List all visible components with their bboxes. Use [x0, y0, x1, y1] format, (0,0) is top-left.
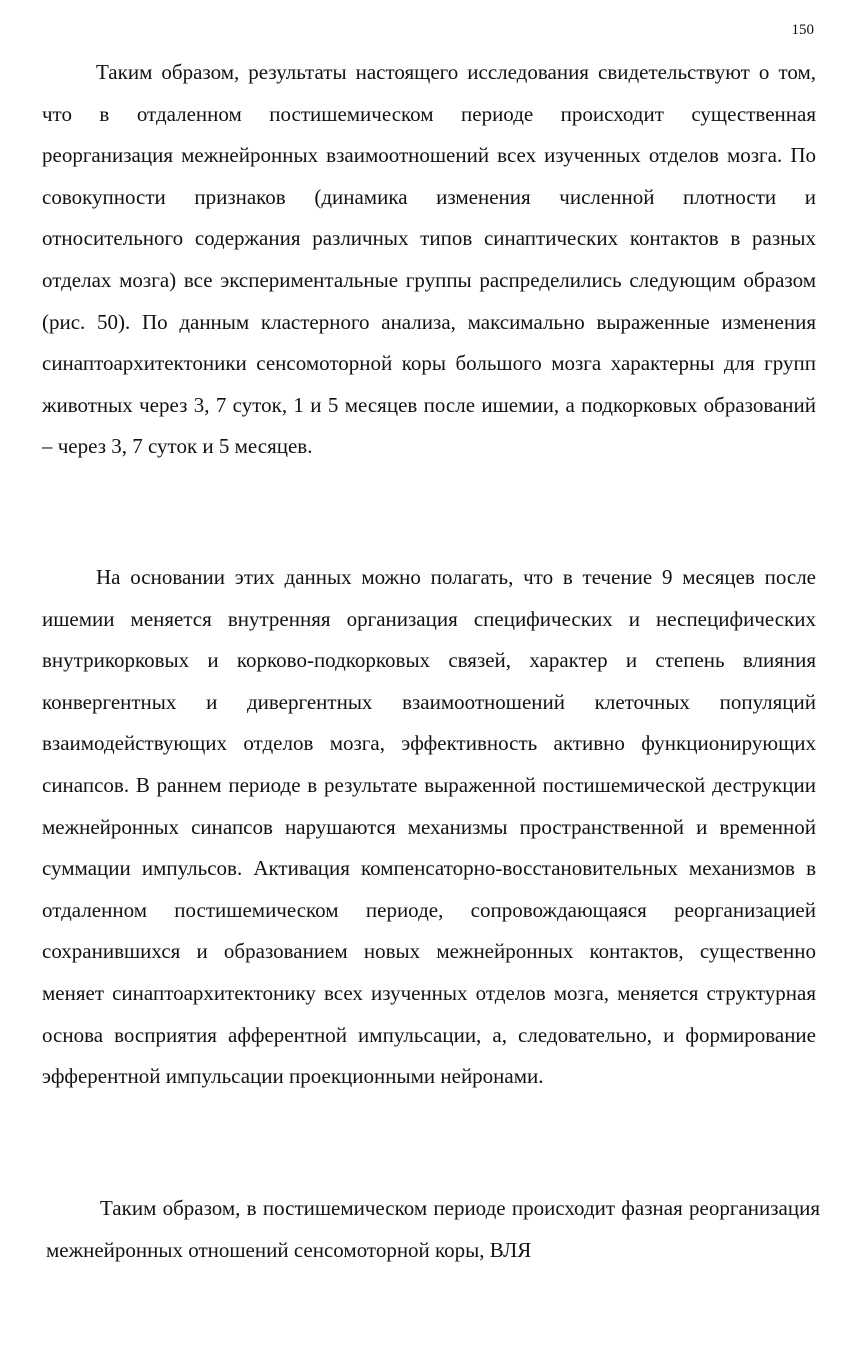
paragraph-1: Таким образом, результаты настоящего исследования свидетельствуют о том, что в отдаленном постишемическом периоде происходит существенная реорганизация межнейронных взаимоотношений всех изученных отделов мозга. По совокупности признаков (динамика изменения численной плотности и относительного содержания различных типов синаптических контактов в разных отделах мозга) все экспериментальные группы распределились следующим образом (рис. 50). По данным кластерного анализа, максимально выраженные изменения синаптоархитектоники сенсомоторной коры большого мозга характерны для групп животных через 3, 7 суток, 1 и 5 месяцев после ишемии, а подкорковых образований – через 3, 7 суток и 5 месяцев.: [42, 60, 816, 459]
paragraph-2: На основании этих данных можно полагать, что в течение 9 месяцев после ишемии меняется внутренняя организация специфических и неспецифических внутрикорковых и корково-подкорковых связей, характер и степень влияния конвергентных и дивергентных взаимоотношений клеточных популяций взаимодействующих отделов мозга, эффективность активно функционирующих синапсов. В раннем периоде в результате выраженной постишемической деструкции межнейронных синапсов нарушаются механизмы пространственной и временной суммации импульсов. Активация компенсаторно-восстановительных механизмов в отдаленном постишемическом периоде, сопровождающаяся реорганизацией сохранившихся и образованием новых межнейронных контактов, существенно меняет синаптоархитектонику всех изученных отделов мозга, меняется структурная основа восприятия афферентной импульсации, а, следовательно, и формирование эфферентной импульсации проекционными нейронами.: [42, 565, 816, 1089]
paragraph-3: Таким образом, в постишемическом периоде происходит фазная реорганизация межнейронных отношений сенсомоторной коры, ВЛЯ: [46, 1196, 820, 1262]
page-number: 150: [791, 22, 814, 38]
